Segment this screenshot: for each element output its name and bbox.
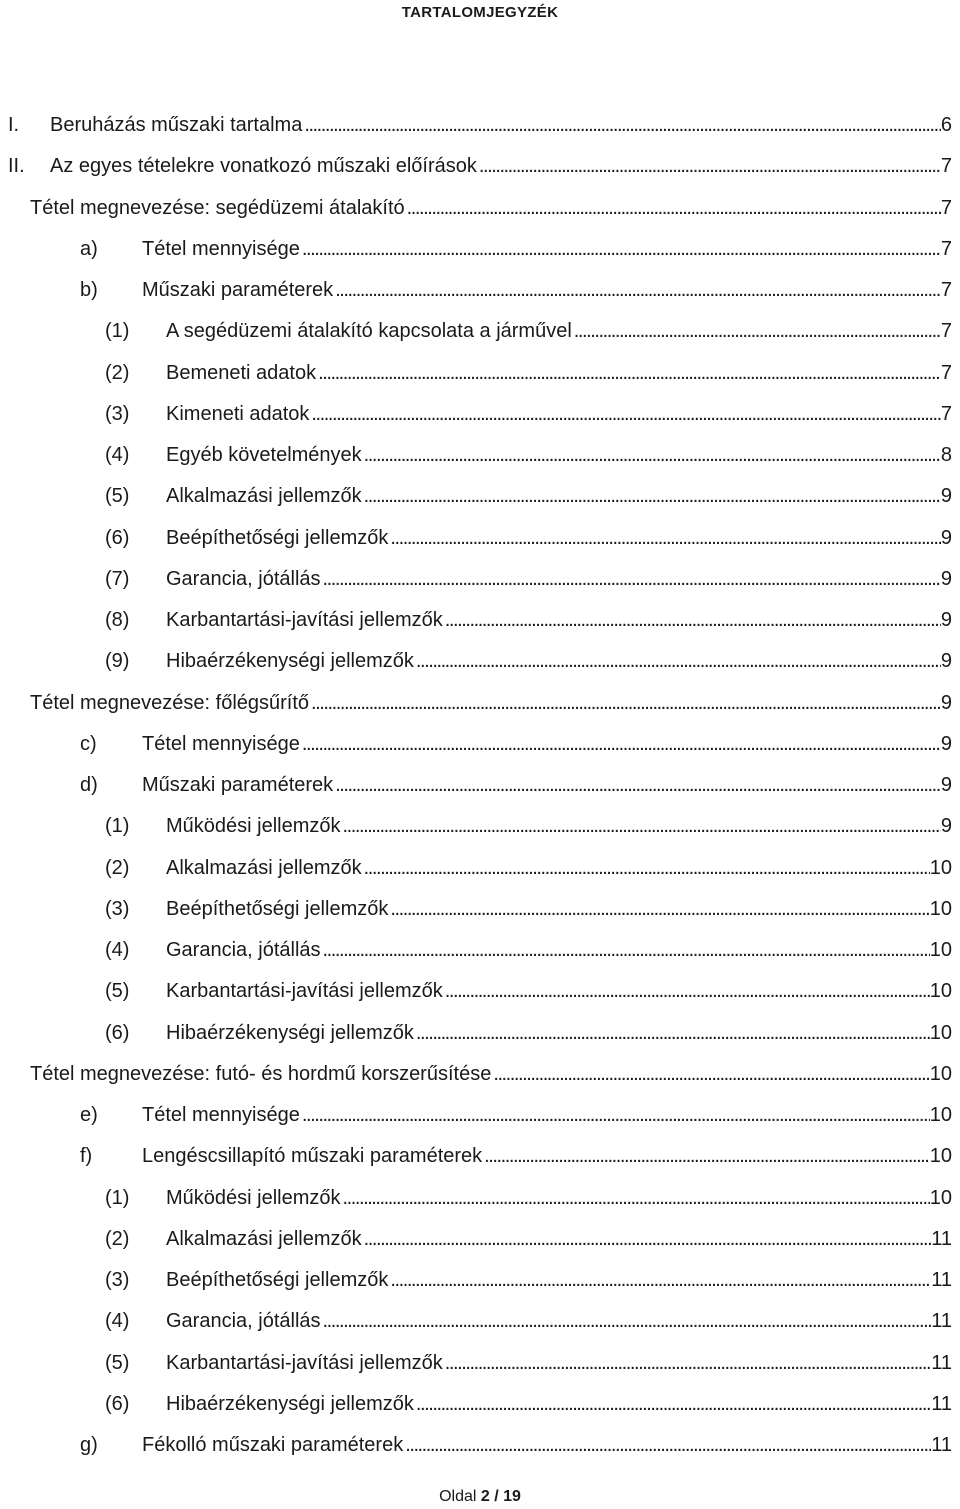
toc-entry-page: 11 (931, 1392, 952, 1415)
toc-entry-label: Műszaki paraméterek (142, 279, 334, 301)
footer-prefix: Oldal (439, 1488, 477, 1505)
toc-entry-page: 9 (940, 650, 952, 673)
toc-entry-number: (9) (105, 650, 130, 673)
toc-entry-number: (1) (105, 1186, 130, 1209)
toc-entry[interactable] (0, 1224, 960, 1254)
toc-entry[interactable] (0, 1183, 960, 1213)
toc-entry[interactable] (0, 358, 960, 388)
toc-entry[interactable] (0, 1389, 960, 1419)
toc-entry-number: (5) (105, 485, 130, 508)
toc-entry-label: Fékolló műszaki paraméterek (142, 1434, 404, 1456)
toc-entry[interactable] (0, 481, 960, 511)
toc-entry-page: 8 (940, 444, 952, 466)
toc-dot-leader (333, 275, 941, 305)
toc-entry[interactable] (0, 1141, 960, 1171)
toc-entry-page: 7 (940, 361, 952, 384)
toc-dot-leader (414, 646, 941, 676)
toc-entry-number: (3) (105, 1269, 130, 1291)
toc-entry-number: (2) (105, 1227, 130, 1250)
toc-entry-label: Műszaki paraméterek (142, 774, 334, 796)
toc-entry-label: Működési jellemzők (166, 1186, 341, 1209)
toc-dot-leader (309, 399, 940, 429)
toc-dot-leader (443, 605, 941, 635)
toc-entry[interactable] (0, 234, 960, 264)
toc-dot-leader (300, 234, 941, 264)
toc-entry-label: Garancia, jótállás (166, 939, 321, 961)
toc-dot-leader (362, 481, 941, 511)
toc-entry-number: (2) (105, 361, 130, 384)
toc-entry-number: g) (80, 1434, 98, 1456)
toc-entry-number: I. (8, 114, 20, 136)
toc-entry-label: Működési jellemzők (166, 815, 341, 838)
toc-entry-number: (4) (105, 1310, 130, 1333)
toc-entry-page: 10 (929, 897, 952, 920)
toc-entry-page: 10 (929, 1186, 952, 1209)
toc-entry[interactable] (0, 1059, 960, 1089)
toc-entry-number: II. (8, 155, 25, 178)
toc-dot-leader (403, 1430, 931, 1460)
toc-dot-leader (321, 935, 930, 965)
toc-entry[interactable] (0, 399, 960, 429)
toc-entry-label: Tétel mennyisége (142, 1104, 300, 1126)
toc-entry-page: 7 (940, 279, 952, 301)
toc-entry-label: Hibaérzékenységi jellemzők (166, 1392, 414, 1415)
toc-entry[interactable] (0, 110, 960, 140)
toc-entry-label: Tétel megnevezése: segédüzemi átalakító (30, 196, 405, 219)
toc-dot-leader (341, 811, 941, 841)
toc-entry-page: 10 (929, 856, 952, 879)
toc-entry-page: 10 (929, 1145, 952, 1168)
toc-entry-page: 10 (929, 1062, 952, 1085)
toc-entry-number: (3) (105, 402, 130, 425)
toc-entry[interactable] (0, 1306, 960, 1336)
toc-dot-leader (321, 564, 941, 594)
toc-entry-label: Bemeneti adatok (166, 361, 317, 384)
toc-entry-number: c) (80, 732, 97, 755)
toc-entry-label: Az egyes tételekre vonatkozó műszaki előírások (50, 155, 477, 178)
toc-entry-label: Beruházás műszaki tartalma (50, 114, 303, 136)
toc-entry[interactable] (0, 853, 960, 883)
toc-entry-number: (7) (105, 567, 130, 590)
toc-entry[interactable] (0, 1018, 960, 1048)
toc-entry[interactable] (0, 811, 960, 841)
toc-dot-leader (316, 358, 941, 388)
toc-entry[interactable] (0, 976, 960, 1006)
toc-entry[interactable] (0, 894, 960, 924)
toc-entry-number: (8) (105, 609, 130, 631)
toc-entry-label: Beépíthetőségi jellemzők (166, 897, 389, 920)
toc-entry-page: 10 (929, 1104, 952, 1126)
toc-entry-number: (6) (105, 526, 130, 549)
toc-entry-number: (4) (105, 444, 130, 466)
toc-entry-label: Garancia, jótállás (166, 567, 321, 590)
toc-entry[interactable] (0, 151, 960, 181)
toc-entry-page: 11 (931, 1310, 952, 1333)
toc-entry-label: Tétel mennyisége (142, 237, 300, 260)
toc-entry-page: 9 (940, 732, 952, 755)
toc-entry-number: b) (80, 279, 98, 301)
toc-entry-page: 9 (940, 774, 952, 796)
toc-entry-page: 9 (940, 526, 952, 549)
toc-entry-number: (1) (105, 320, 130, 343)
toc-dot-leader (443, 1348, 931, 1378)
toc-entry[interactable] (0, 440, 960, 470)
toc-entry[interactable] (0, 523, 960, 553)
toc-entry-page: 10 (929, 980, 952, 1003)
toc-entry[interactable] (0, 770, 960, 800)
toc-entry-number: f) (80, 1145, 93, 1168)
toc-entry[interactable] (0, 1430, 960, 1460)
toc-entry-number: a) (80, 237, 98, 260)
toc-entry-number: (3) (105, 897, 130, 920)
toc-dot-leader (477, 151, 941, 181)
toc-entry-page: 7 (940, 320, 952, 343)
toc-entry-page: 10 (929, 1021, 952, 1044)
toc-entry[interactable] (0, 1265, 960, 1295)
toc-dot-leader (405, 193, 941, 223)
toc-dot-leader (443, 976, 930, 1006)
toc-dot-leader (572, 316, 941, 346)
toc-entry-label: Egyéb követelmények (166, 444, 362, 466)
toc-dot-leader (302, 110, 941, 140)
footer-separator: / (494, 1488, 499, 1505)
toc-dot-leader (414, 1389, 931, 1419)
toc-entry-label: Lengéscsillapító műszaki paraméterek (142, 1145, 483, 1168)
toc-entry-label: Alkalmazási jellemzők (166, 1227, 362, 1250)
toc-entry-number: (1) (105, 815, 130, 838)
toc-entry[interactable] (0, 316, 960, 346)
toc-dot-leader (388, 523, 941, 553)
toc-entry-page: 9 (940, 567, 952, 590)
toc-entry-label: Beépíthetőségi jellemzők (166, 1269, 389, 1291)
toc-entry-label: Karbantartási-javítási jellemzők (166, 1351, 443, 1374)
toc-entry-page: 9 (940, 485, 952, 508)
toc-entry-label: A segédüzemi átalakító kapcsolata a járművel (166, 320, 572, 343)
toc-entry-label: Karbantartási-javítási jellemzők (166, 609, 443, 631)
toc-entry-page: 9 (940, 691, 952, 714)
toc-dot-leader (362, 440, 941, 470)
toc-dot-leader (362, 1224, 932, 1254)
toc-dot-leader (333, 770, 941, 800)
toc-entry-label: Hibaérzékenységi jellemzők (166, 650, 414, 673)
toc-dot-leader (491, 1059, 929, 1089)
toc-entry-page: 11 (931, 1434, 952, 1456)
toc-entry-page: 11 (931, 1351, 952, 1374)
toc-entry[interactable] (0, 729, 960, 759)
toc-entry-page: 7 (940, 155, 952, 178)
toc-entry-label: Beépíthetőségi jellemzők (166, 526, 389, 549)
toc-entry-label: Hibaérzékenységi jellemzők (166, 1021, 414, 1044)
toc-entry-page: 6 (940, 114, 952, 136)
toc-entry-page: 7 (940, 237, 952, 260)
toc-entry-label: Garancia, jótállás (166, 1310, 321, 1333)
toc-dot-leader (341, 1183, 930, 1213)
toc-dot-leader (482, 1141, 930, 1171)
toc-dot-leader (414, 1018, 930, 1048)
toc-entry-number: e) (80, 1104, 98, 1126)
toc-entry[interactable] (0, 688, 960, 718)
toc-entry[interactable] (0, 1100, 960, 1130)
toc-entry-number: (5) (105, 980, 130, 1003)
toc-dot-leader (321, 1306, 932, 1336)
toc-entry[interactable] (0, 1348, 960, 1378)
toc-entry-page: 9 (940, 815, 952, 838)
toc-entry-number: (6) (105, 1021, 130, 1044)
toc-dot-leader (362, 853, 930, 883)
toc-entry[interactable] (0, 564, 960, 594)
toc-entry-label: Tétel mennyisége (142, 732, 300, 755)
toc-entry-number: (6) (105, 1392, 130, 1415)
toc-entry-label: Karbantartási-javítási jellemzők (166, 980, 443, 1003)
toc-entry-number: (2) (105, 856, 130, 879)
toc-dot-leader (300, 1100, 930, 1130)
toc-dot-leader (388, 1265, 931, 1295)
toc-entry[interactable] (0, 193, 960, 223)
toc-entry[interactable] (0, 275, 960, 305)
footer-total-pages: 19 (503, 1488, 521, 1505)
toc-dot-leader (388, 894, 929, 924)
footer-current-page: 2 (480, 1488, 490, 1505)
toc-entry-label: Kimeneti adatok (166, 402, 310, 425)
toc-entry-label: Tétel megnevezése: főlégsűrítő (30, 691, 310, 714)
toc-entry[interactable] (0, 646, 960, 676)
page-footer (0, 1485, 960, 1509)
toc-entry-number: (5) (105, 1351, 130, 1374)
toc-entry[interactable] (0, 935, 960, 965)
toc-dot-leader (309, 688, 941, 718)
toc-entry-page: 7 (940, 196, 952, 219)
toc-entry-label: Alkalmazási jellemzők (166, 856, 362, 879)
toc-entry-page: 11 (931, 1227, 952, 1250)
toc-entry-number: d) (80, 774, 98, 796)
toc-entry[interactable] (0, 605, 960, 635)
toc-entry-label: Alkalmazási jellemzők (166, 485, 362, 508)
toc-entry-page: 7 (940, 402, 952, 425)
toc-entry-page: 10 (929, 939, 952, 961)
toc-entry-page: 11 (931, 1269, 952, 1291)
toc-title: TARTALOMJEGYZÉK (401, 4, 559, 21)
toc-entry-page: 9 (940, 609, 952, 631)
toc-entry-number: (4) (105, 939, 130, 961)
toc-entry-label: Tétel megnevezése: futó- és hordmű korszerűsítése (30, 1062, 492, 1085)
toc-dot-leader (300, 729, 941, 759)
